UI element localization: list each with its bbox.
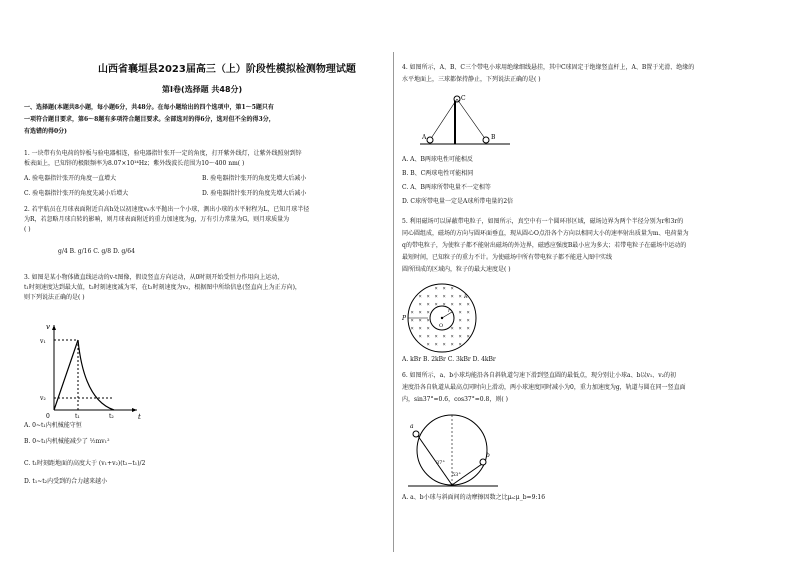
field-cross-icon: ×: [442, 293, 446, 299]
track-a: [418, 436, 452, 485]
q2-stem-line-1: 2. 若宇航员在月球表面附近自高h处以初速度v₀水平抛出一个小球，测出小球的水平射程为L，已知月球半径: [24, 206, 310, 213]
field-cross-icon: ×: [466, 317, 470, 323]
field-cross-icon: ×: [442, 285, 446, 291]
field-cross-icon: ×: [458, 325, 462, 331]
q6-option-a: A. a、b小球与斜面间的动摩擦因数之比μₐ:μ_b=9:16: [402, 494, 546, 501]
label-a: a: [410, 423, 414, 430]
instructions-line-3: 有选错的得0分): [24, 128, 68, 135]
ball-b: [480, 459, 486, 465]
field-cross-icon: ×: [426, 341, 430, 347]
q4-option-c: C. A、B两球所带电量不一定相等: [402, 184, 491, 191]
instructions-line-2: 一项符合题目要求，第6～8题有多项符合题目要求。全部选对的得6分，选对但不全的得3分，: [24, 116, 275, 123]
field-cross-icon: ×: [410, 309, 414, 315]
radius-r-line: [442, 312, 452, 318]
field-cross-icon: ×: [418, 317, 422, 323]
q5-options: A. kBr B. 2kBr C. 3kBr D. 4kBr: [402, 356, 496, 363]
label-a: A: [422, 134, 427, 141]
field-cross-icon: ×: [418, 333, 422, 339]
field-cross-icon: ×: [410, 317, 414, 323]
x-axis-arrow-icon: [132, 408, 137, 412]
q2-stem-line-2: 为R，若忽略月球自转的影响，则月球表面附近的重力加速度为g，万有引力常量为G，则月球质量为: [24, 216, 290, 223]
q2-stem-line-3: ( ): [24, 226, 31, 233]
q1-option-c: C. 验电器指针张开的角度先减小后增大: [24, 190, 129, 197]
q3-stem-line-3: 则下列说法正确的是( ): [24, 294, 85, 301]
label-b: b: [486, 452, 490, 459]
field-crosses: [411, 286, 470, 347]
field-cross-icon: ×: [426, 317, 430, 323]
field-cross-icon: ×: [450, 325, 454, 331]
graph-x-label: t: [138, 413, 141, 421]
field-cross-icon: ×: [458, 341, 462, 347]
field-cross-icon: ×: [426, 293, 430, 299]
graph-rise-line: [54, 340, 78, 410]
field-cross-icon: ×: [410, 325, 414, 331]
q5-stem-line-5: 圆所围成的区域内，粒子的最大速度是( ): [402, 266, 511, 273]
q3-stem-line-1: 3. 如图是某小物体做直线运动的v-t图像，假设竖直方向运动，从0时刻开始受恒力作用向上运动，: [24, 274, 284, 281]
q4-option-b: B. B、C两球电性可能相同: [402, 170, 474, 177]
q5-stem-line-4: 最短时间，已知粒子的重力不计。为使磁场中所有带电粒子都不能进入图中实线: [402, 254, 613, 261]
q5-stem-line-2: 同心圆组成，磁场的方向与圆环面垂直，现从圆心O点沿各个方向以相同大小的速率射出质量为m、电荷量为: [402, 230, 689, 237]
q1-option-a: A. 验电器指针张开的角度一直增大: [24, 175, 117, 182]
graph-x-tick-t1: t₁: [75, 413, 80, 420]
q1-stem-line-2: 板表面上，已知锌的极限频率为8.07×10¹⁴Hz；紫外线波长范围为10～400 nm( ): [24, 160, 245, 167]
label-p: P: [402, 315, 407, 322]
field-cross-icon: ×: [466, 333, 470, 339]
label-c: C: [461, 95, 466, 102]
field-cross-icon: ×: [434, 341, 438, 347]
field-cross-icon: ×: [450, 293, 454, 299]
field-cross-icon: ×: [426, 333, 430, 339]
angle-37: 37°: [436, 460, 445, 466]
field-cross-icon: ×: [458, 301, 462, 307]
string-cb: [457, 99, 486, 140]
field-cross-icon: ×: [434, 333, 438, 339]
q6-stem-line-3: 内，sin37°=0.6，cos37°=0.8，则( ): [402, 396, 508, 403]
y-axis-arrow-icon: [52, 325, 56, 330]
field-cross-icon: ×: [442, 333, 446, 339]
graph-x-tick-t2: t₂: [109, 413, 114, 420]
q4-figure: [420, 92, 510, 150]
q3-vt-graph: [32, 320, 142, 420]
right-column: [402, 0, 772, 562]
field-cross-icon: ×: [426, 301, 430, 307]
q4-option-d: D. C球所带电量一定是A球所带电量的2倍: [402, 198, 514, 205]
field-cross-icon: ×: [418, 293, 422, 299]
q1-stem-line-1: 1. 一块带有负电荷的锌板与验电器相连，验电器指针张开一定的角度，打开紫外线灯，让紫外线照射到锌: [24, 150, 302, 157]
field-cross-icon: ×: [450, 285, 454, 291]
q6-stem-line-1: 6. 如图所示，a、b小球均能沿各自斜轨道匀速下滑到竖直圆的最低点，现分别让小球a、b以v₁、v₂的初: [402, 372, 677, 379]
q1-option-d: D. 验电器指针张开的角度先增大后减小: [202, 190, 307, 197]
q2-options: g/4 B. g/16 C. g/8 D. g/64: [58, 248, 135, 255]
field-cross-icon: ×: [418, 325, 422, 331]
q3-option-c: C. t₁时刻距地面的高度大于 (v₁+v₂)(t₂−t₁)/2: [24, 460, 146, 467]
field-cross-icon: ×: [434, 285, 438, 291]
label-big-r: R: [464, 294, 468, 300]
instructions-line-1: 一、选择题(本题共8小题，每小题6分，共48分。在每小题给出的四个选项中，第1～5题只有: [24, 104, 274, 111]
field-cross-icon: ×: [450, 341, 454, 347]
q3-option-b: B. 0~t₁内机械能减少了 ½mv₁²: [24, 438, 110, 445]
field-cross-icon: ×: [442, 341, 446, 347]
q4-stem-line-2: 水平地面上，三球都保持静止，下列说法正确的是( ): [402, 76, 541, 83]
graph-y-label: v: [46, 323, 50, 331]
field-cross-icon: ×: [426, 309, 430, 315]
field-cross-icon: ×: [442, 301, 446, 307]
graph-x-tick-0: 0: [46, 413, 50, 420]
q4-option-a: A. A、B两球电性可能相反: [402, 156, 473, 163]
field-cross-icon: ×: [418, 301, 422, 307]
field-cross-icon: ×: [458, 317, 462, 323]
ball-b: [483, 137, 489, 143]
angle-53: 53°: [452, 472, 461, 478]
q5-stem-line-1: 5. 利用磁场可以屏蔽带电粒子，如图所示，真空中有一个圆环形区域，磁场边界为两个半径分别为r和3r的: [402, 218, 684, 225]
q1-option-b: B. 验电器指针张开的角度先增大后减小: [202, 175, 307, 182]
q4-stem-line-1: 4. 如图所示，A、B、C三个带电小球用绝缘细线悬挂，其中C球固定于绝缘竖直杆上，A、B置于光滑、绝缘的: [402, 64, 695, 71]
graph-y-tick-v1: v₁: [40, 338, 46, 345]
ball-a: [413, 431, 419, 437]
graph-y-tick-v2: v₂: [40, 395, 46, 402]
graph-fall-curve: [78, 340, 114, 410]
q5-stem-line-3: q的带电粒子，为使粒子都不能射出磁场的外边界，磁感应强度B最小应为多大；若带电粒子在磁场中运动的: [402, 242, 687, 249]
field-cross-icon: ×: [466, 325, 470, 331]
field-cross-icon: ×: [418, 309, 422, 315]
field-cross-icon: ×: [466, 301, 470, 307]
q5-ring-field-figure: [402, 282, 478, 354]
field-cross-icon: ×: [426, 325, 430, 331]
field-cross-icon: ×: [450, 301, 454, 307]
field-cross-icon: ×: [458, 333, 462, 339]
label-b: B: [491, 134, 496, 141]
q6-stem-line-2: 速度沿各自轨道从最高点同时向上滑动，两小球速度同时减小为0，重力加速度为g，轨道与圆在同一竖直面: [402, 384, 686, 391]
field-cross-icon: ×: [458, 309, 462, 315]
q6-circle-track-figure: [408, 414, 498, 490]
label-o: O: [439, 323, 444, 329]
ball-a: [427, 137, 433, 143]
label-r: r: [448, 308, 451, 314]
string-ca: [430, 99, 457, 140]
q3-option-d: D. t₁~t₂内受到的合力越来越小: [24, 478, 108, 485]
q3-stem-line-2: t₁时刻速度达到最大值，t₂时刻速度减为零，在t₂时刻速度为v₂，根据图中所给信息(竖直向上为正方向)，: [24, 284, 301, 291]
field-cross-icon: ×: [434, 293, 438, 299]
column-divider: [393, 52, 394, 552]
field-cross-icon: ×: [450, 333, 454, 339]
field-cross-icon: ×: [458, 293, 462, 299]
left-column: [22, 0, 392, 562]
section-title: 第Ⅰ卷(选择题 共48分): [162, 85, 243, 94]
exam-title: 山西省襄垣县2023届高三（上）阶段性模拟检测物理试题: [98, 64, 356, 75]
field-cross-icon: ×: [466, 309, 470, 315]
field-cross-icon: ×: [434, 301, 438, 307]
q3-option-a: A. 0~t₁内机械能守恒: [24, 422, 82, 429]
